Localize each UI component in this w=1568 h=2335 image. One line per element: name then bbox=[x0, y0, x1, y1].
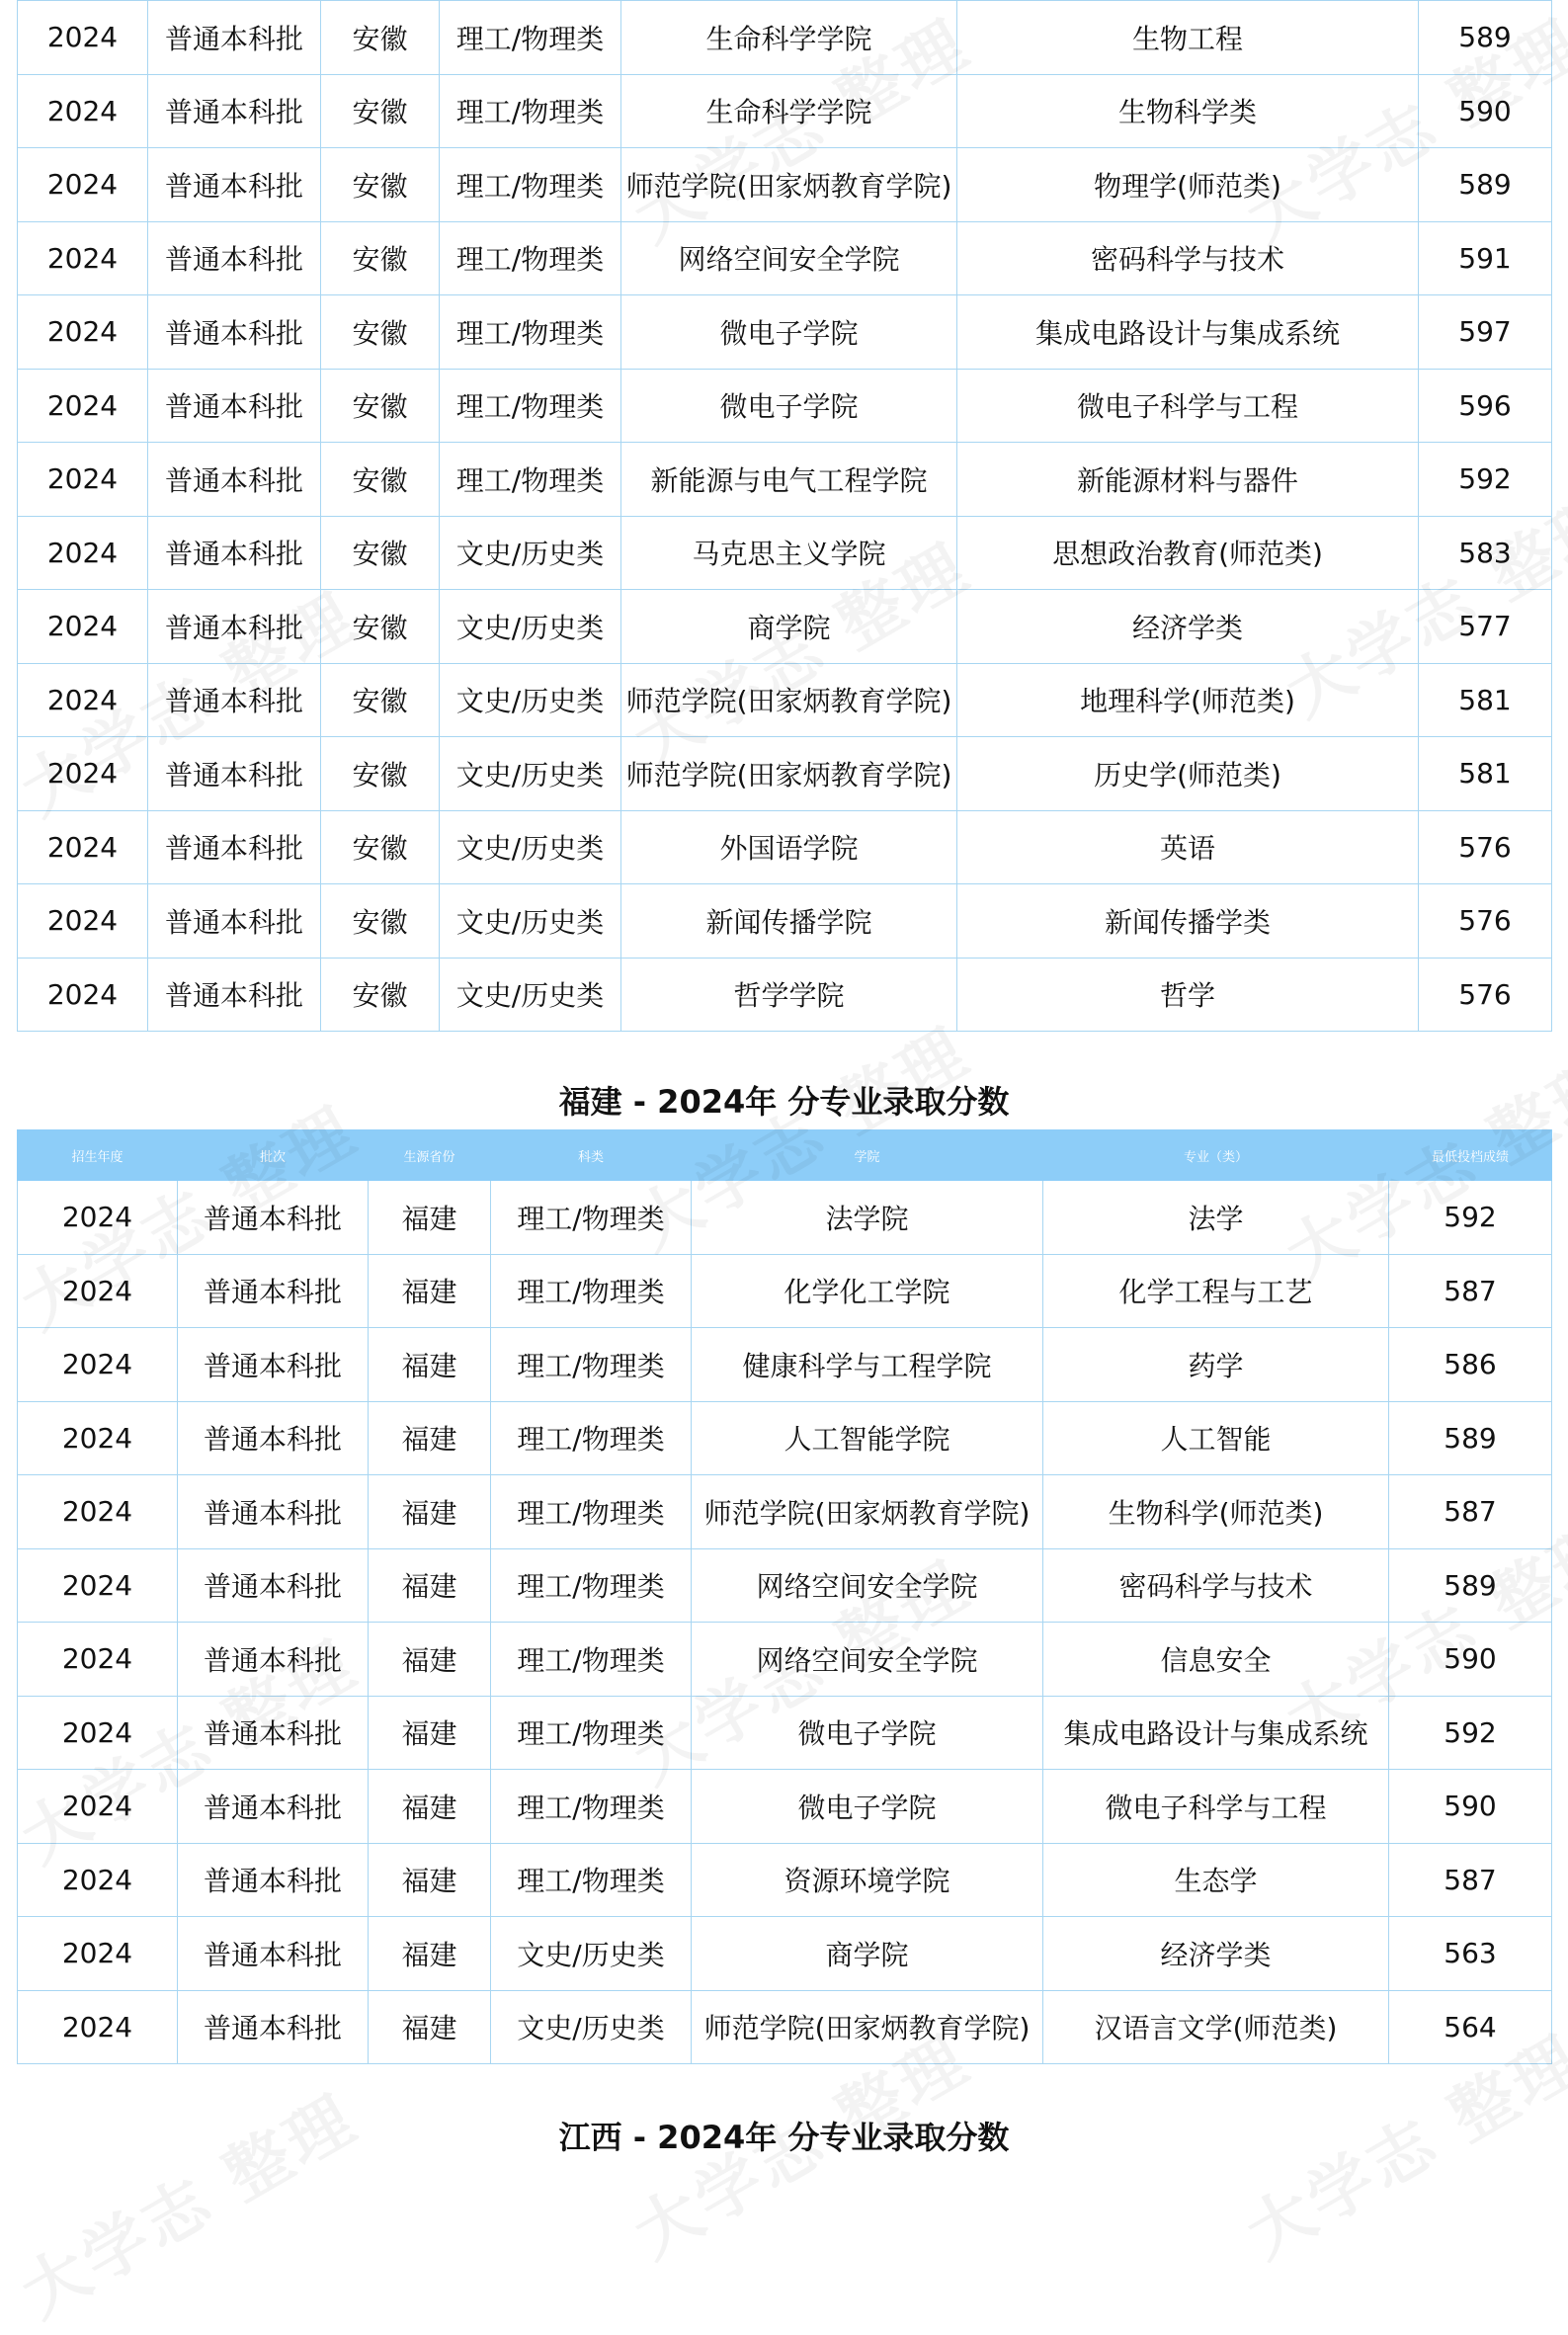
table-cell: 理工/物理类 bbox=[491, 1623, 692, 1697]
table-cell: 文史/历史类 bbox=[440, 810, 621, 884]
column-header: 批次 bbox=[178, 1130, 369, 1181]
table-cell: 564 bbox=[1389, 1990, 1552, 2064]
table-cell: 安徽 bbox=[321, 1, 440, 75]
table-cell: 网络空间安全学院 bbox=[692, 1548, 1043, 1623]
table-cell: 589 bbox=[1389, 1401, 1552, 1475]
fujian-table-body bbox=[18, 1181, 1552, 2064]
table-cell: 福建 bbox=[369, 1917, 491, 1991]
table-cell: 信息安全 bbox=[1043, 1623, 1389, 1697]
table-cell: 理工/物理类 bbox=[440, 369, 621, 443]
table-cell: 普通本科批 bbox=[148, 443, 321, 517]
table-cell: 2024 bbox=[18, 516, 148, 590]
table-cell: 文史/历史类 bbox=[491, 1990, 692, 2064]
table-row bbox=[18, 1401, 1552, 1475]
table-cell: 药学 bbox=[1043, 1328, 1389, 1402]
table-cell: 普通本科批 bbox=[178, 1328, 369, 1402]
table-cell: 普通本科批 bbox=[148, 516, 321, 590]
table-cell: 微电子学院 bbox=[621, 369, 957, 443]
table-cell: 583 bbox=[1419, 516, 1552, 590]
table-cell: 生态学 bbox=[1043, 1843, 1389, 1917]
table-cell: 普通本科批 bbox=[148, 221, 321, 295]
table-cell: 2024 bbox=[18, 737, 148, 811]
column-header: 招生年度 bbox=[18, 1130, 178, 1181]
table-cell: 2024 bbox=[18, 1990, 178, 2064]
table-row bbox=[18, 884, 1552, 959]
table-cell: 590 bbox=[1389, 1770, 1552, 1844]
table-cell: 2024 bbox=[18, 1548, 178, 1623]
table-cell: 微电子科学与工程 bbox=[957, 369, 1419, 443]
table-cell: 师范学院(田家炳教育学院) bbox=[621, 663, 957, 737]
table-cell: 经济学类 bbox=[957, 590, 1419, 664]
table-cell: 2024 bbox=[18, 1181, 178, 1255]
table-cell: 安徽 bbox=[321, 443, 440, 517]
table-cell: 普通本科批 bbox=[178, 1843, 369, 1917]
table-cell: 师范学院(田家炳教育学院) bbox=[621, 148, 957, 222]
table-row bbox=[18, 1181, 1552, 1255]
table-cell: 2024 bbox=[18, 958, 148, 1032]
table-cell: 福建 bbox=[369, 1401, 491, 1475]
table-cell: 商学院 bbox=[692, 1917, 1043, 1991]
table-cell: 586 bbox=[1389, 1328, 1552, 1402]
table-cell: 普通本科批 bbox=[178, 1475, 369, 1549]
table-cell: 理工/物理类 bbox=[440, 443, 621, 517]
table-cell: 587 bbox=[1389, 1475, 1552, 1549]
table-cell: 2024 bbox=[18, 1770, 178, 1844]
table-cell: 普通本科批 bbox=[178, 1770, 369, 1844]
table-cell: 理工/物理类 bbox=[491, 1254, 692, 1328]
table-cell: 福建 bbox=[369, 1475, 491, 1549]
table-cell: 密码科学与技术 bbox=[957, 221, 1419, 295]
table-cell: 微电子学院 bbox=[621, 295, 957, 370]
table-row bbox=[18, 1548, 1552, 1623]
table-cell: 安徽 bbox=[321, 737, 440, 811]
table-cell: 2024 bbox=[18, 1401, 178, 1475]
table-cell: 普通本科批 bbox=[148, 148, 321, 222]
fujian-section-title: 福建 - 2024年 分专业录取分数 bbox=[558, 1083, 1010, 1121]
table-cell: 589 bbox=[1419, 1, 1552, 75]
table-cell: 590 bbox=[1389, 1623, 1552, 1697]
table-cell: 2024 bbox=[18, 663, 148, 737]
table-cell: 589 bbox=[1419, 148, 1552, 222]
table-cell: 587 bbox=[1389, 1254, 1552, 1328]
table-cell: 592 bbox=[1389, 1696, 1552, 1770]
table-cell: 589 bbox=[1389, 1548, 1552, 1623]
table-cell: 理工/物理类 bbox=[440, 148, 621, 222]
table-cell: 安徽 bbox=[321, 74, 440, 148]
table-cell: 576 bbox=[1419, 958, 1552, 1032]
table-cell: 理工/物理类 bbox=[440, 221, 621, 295]
table-cell: 2024 bbox=[18, 1, 148, 75]
table-cell: 2024 bbox=[18, 1328, 178, 1402]
table-row bbox=[18, 958, 1552, 1032]
table-cell: 哲学 bbox=[957, 958, 1419, 1032]
table-row bbox=[18, 1917, 1552, 1991]
table-cell: 理工/物理类 bbox=[491, 1696, 692, 1770]
table-cell: 2024 bbox=[18, 1623, 178, 1697]
table-cell: 化学化工学院 bbox=[692, 1254, 1043, 1328]
table-cell: 理工/物理类 bbox=[440, 74, 621, 148]
table-cell: 生命科学学院 bbox=[621, 74, 957, 148]
fujian-table-header bbox=[18, 1130, 1552, 1181]
table-cell: 福建 bbox=[369, 1548, 491, 1623]
fujian-table bbox=[17, 1129, 1552, 2064]
table-cell: 密码科学与技术 bbox=[1043, 1548, 1389, 1623]
table-row bbox=[18, 590, 1552, 664]
table-cell: 福建 bbox=[369, 1696, 491, 1770]
table-cell: 生命科学学院 bbox=[621, 1, 957, 75]
table-cell: 福建 bbox=[369, 1843, 491, 1917]
watermark-text bbox=[2, 2067, 371, 2335]
table-cell: 普通本科批 bbox=[178, 1623, 369, 1697]
table-row bbox=[18, 1843, 1552, 1917]
table-cell: 普通本科批 bbox=[148, 810, 321, 884]
table-cell: 2024 bbox=[18, 148, 148, 222]
table-cell: 581 bbox=[1419, 663, 1552, 737]
table-cell: 汉语言文学(师范类) bbox=[1043, 1990, 1389, 2064]
table-row bbox=[18, 1990, 1552, 2064]
table-row bbox=[18, 74, 1552, 148]
table-cell: 普通本科批 bbox=[178, 1696, 369, 1770]
table-cell: 普通本科批 bbox=[148, 884, 321, 959]
table-cell: 2024 bbox=[18, 1254, 178, 1328]
table-cell: 安徽 bbox=[321, 884, 440, 959]
table-cell: 英语 bbox=[957, 810, 1419, 884]
table-cell: 普通本科批 bbox=[148, 74, 321, 148]
column-header: 专业（类） bbox=[1043, 1130, 1389, 1181]
table-cell: 590 bbox=[1419, 74, 1552, 148]
table-cell: 文史/历史类 bbox=[440, 590, 621, 664]
table-cell: 597 bbox=[1419, 295, 1552, 370]
table-cell: 文史/历史类 bbox=[440, 737, 621, 811]
table-cell: 生物科学类 bbox=[957, 74, 1419, 148]
table-cell: 地理科学(师范类) bbox=[957, 663, 1419, 737]
table-cell: 人工智能学院 bbox=[692, 1401, 1043, 1475]
table-cell: 2024 bbox=[18, 443, 148, 517]
table-cell: 2024 bbox=[18, 1917, 178, 1991]
table-cell: 理工/物理类 bbox=[491, 1475, 692, 1549]
table-cell: 历史学(师范类) bbox=[957, 737, 1419, 811]
table-cell: 安徽 bbox=[321, 810, 440, 884]
table-cell: 普通本科批 bbox=[178, 1254, 369, 1328]
table-cell: 理工/物理类 bbox=[491, 1843, 692, 1917]
table-cell: 生物工程 bbox=[957, 1, 1419, 75]
table-cell: 普通本科批 bbox=[148, 663, 321, 737]
column-header: 科类 bbox=[491, 1130, 692, 1181]
table-cell: 师范学院(田家炳教育学院) bbox=[692, 1990, 1043, 2064]
table-cell: 资源环境学院 bbox=[692, 1843, 1043, 1917]
table-row bbox=[18, 369, 1552, 443]
table-cell: 2024 bbox=[18, 1696, 178, 1770]
table-cell: 网络空间安全学院 bbox=[692, 1623, 1043, 1697]
table-cell: 微电子学院 bbox=[692, 1770, 1043, 1844]
table-cell: 596 bbox=[1419, 369, 1552, 443]
table-cell: 581 bbox=[1419, 737, 1552, 811]
table-cell: 哲学学院 bbox=[621, 958, 957, 1032]
table-cell: 592 bbox=[1389, 1181, 1552, 1255]
table-cell: 563 bbox=[1389, 1917, 1552, 1991]
table-cell: 健康科学与工程学院 bbox=[692, 1328, 1043, 1402]
table-cell: 普通本科批 bbox=[178, 1401, 369, 1475]
table-row bbox=[18, 1, 1552, 75]
table-row bbox=[18, 1475, 1552, 1549]
table-cell: 福建 bbox=[369, 1328, 491, 1402]
table-row bbox=[18, 1770, 1552, 1844]
table-cell: 2024 bbox=[18, 1843, 178, 1917]
table-cell: 普通本科批 bbox=[178, 1548, 369, 1623]
table-cell: 集成电路设计与集成系统 bbox=[1043, 1696, 1389, 1770]
column-header: 生源省份 bbox=[369, 1130, 491, 1181]
table-cell: 2024 bbox=[18, 810, 148, 884]
table-cell: 新能源与电气工程学院 bbox=[621, 443, 957, 517]
table-cell: 福建 bbox=[369, 1990, 491, 2064]
table-cell: 2024 bbox=[18, 1475, 178, 1549]
table-cell: 2024 bbox=[18, 295, 148, 370]
table-cell: 576 bbox=[1419, 810, 1552, 884]
table-row bbox=[18, 1254, 1552, 1328]
table-cell: 人工智能 bbox=[1043, 1401, 1389, 1475]
table-cell: 新能源材料与器件 bbox=[957, 443, 1419, 517]
table-cell: 马克思主义学院 bbox=[621, 516, 957, 590]
table-cell: 文史/历史类 bbox=[440, 663, 621, 737]
table-cell: 安徽 bbox=[321, 516, 440, 590]
table-cell: 理工/物理类 bbox=[491, 1548, 692, 1623]
table-cell: 安徽 bbox=[321, 958, 440, 1032]
table-cell: 2024 bbox=[18, 590, 148, 664]
table-cell: 理工/物理类 bbox=[440, 295, 621, 370]
table-cell: 微电子科学与工程 bbox=[1043, 1770, 1389, 1844]
table-cell: 587 bbox=[1389, 1843, 1552, 1917]
table-cell: 安徽 bbox=[321, 369, 440, 443]
table-cell: 理工/物理类 bbox=[440, 1, 621, 75]
table-cell: 福建 bbox=[369, 1181, 491, 1255]
anhui-table bbox=[17, 0, 1552, 1032]
table-cell: 2024 bbox=[18, 74, 148, 148]
table-cell: 普通本科批 bbox=[148, 295, 321, 370]
table-row bbox=[18, 221, 1552, 295]
table-cell: 577 bbox=[1419, 590, 1552, 664]
table-cell: 2024 bbox=[18, 221, 148, 295]
table-cell: 576 bbox=[1419, 884, 1552, 959]
table-cell: 文史/历史类 bbox=[440, 884, 621, 959]
table-cell: 法学院 bbox=[692, 1181, 1043, 1255]
table-cell: 安徽 bbox=[321, 148, 440, 222]
table-cell: 理工/物理类 bbox=[491, 1770, 692, 1844]
table-cell: 文史/历史类 bbox=[440, 958, 621, 1032]
table-cell: 思想政治教育(师范类) bbox=[957, 516, 1419, 590]
table-cell: 安徽 bbox=[321, 663, 440, 737]
table-cell: 新闻传播学院 bbox=[621, 884, 957, 959]
table-cell: 理工/物理类 bbox=[491, 1328, 692, 1402]
table-cell: 法学 bbox=[1043, 1181, 1389, 1255]
table-cell: 福建 bbox=[369, 1254, 491, 1328]
table-cell: 师范学院(田家炳教育学院) bbox=[621, 737, 957, 811]
table-cell: 福建 bbox=[369, 1770, 491, 1844]
table-cell: 文史/历史类 bbox=[440, 516, 621, 590]
table-cell: 微电子学院 bbox=[692, 1696, 1043, 1770]
table-cell: 普通本科批 bbox=[148, 1, 321, 75]
table-cell: 商学院 bbox=[621, 590, 957, 664]
table-cell: 普通本科批 bbox=[148, 958, 321, 1032]
table-row bbox=[18, 1623, 1552, 1697]
table-row bbox=[18, 1328, 1552, 1402]
table-cell: 普通本科批 bbox=[178, 1917, 369, 1991]
table-cell: 师范学院(田家炳教育学院) bbox=[692, 1475, 1043, 1549]
column-header: 最低投档成绩 bbox=[1389, 1130, 1552, 1181]
table-cell: 外国语学院 bbox=[621, 810, 957, 884]
table-cell: 普通本科批 bbox=[148, 590, 321, 664]
table-cell: 化学工程与工艺 bbox=[1043, 1254, 1389, 1328]
table-cell: 普通本科批 bbox=[148, 369, 321, 443]
table-row bbox=[18, 295, 1552, 370]
table-cell: 2024 bbox=[18, 369, 148, 443]
table-cell: 理工/物理类 bbox=[491, 1401, 692, 1475]
table-cell: 普通本科批 bbox=[178, 1181, 369, 1255]
table-row bbox=[18, 148, 1552, 222]
table-cell: 网络空间安全学院 bbox=[621, 221, 957, 295]
table-cell: 理工/物理类 bbox=[491, 1181, 692, 1255]
table-cell: 生物科学(师范类) bbox=[1043, 1475, 1389, 1549]
table-row bbox=[18, 737, 1552, 811]
table-cell: 经济学类 bbox=[1043, 1917, 1389, 1991]
table-cell: 2024 bbox=[18, 884, 148, 959]
table-cell: 安徽 bbox=[321, 221, 440, 295]
table-cell: 592 bbox=[1419, 443, 1552, 517]
table-cell: 安徽 bbox=[321, 295, 440, 370]
table-row bbox=[18, 516, 1552, 590]
table-cell: 普通本科批 bbox=[178, 1990, 369, 2064]
column-header: 学院 bbox=[692, 1130, 1043, 1181]
table-cell: 物理学(师范类) bbox=[957, 148, 1419, 222]
table-cell: 591 bbox=[1419, 221, 1552, 295]
table-row bbox=[18, 1696, 1552, 1770]
table-cell: 文史/历史类 bbox=[491, 1917, 692, 1991]
table-cell: 新闻传播学类 bbox=[957, 884, 1419, 959]
table-cell: 集成电路设计与集成系统 bbox=[957, 295, 1419, 370]
jiangxi-section-title: 江西 - 2024年 分专业录取分数 bbox=[558, 2119, 1010, 2156]
table-cell: 福建 bbox=[369, 1623, 491, 1697]
table-row bbox=[18, 810, 1552, 884]
table-row bbox=[18, 443, 1552, 517]
table-row bbox=[18, 663, 1552, 737]
table-cell: 安徽 bbox=[321, 590, 440, 664]
table-cell: 普通本科批 bbox=[148, 737, 321, 811]
anhui-table-body bbox=[18, 1, 1552, 1032]
